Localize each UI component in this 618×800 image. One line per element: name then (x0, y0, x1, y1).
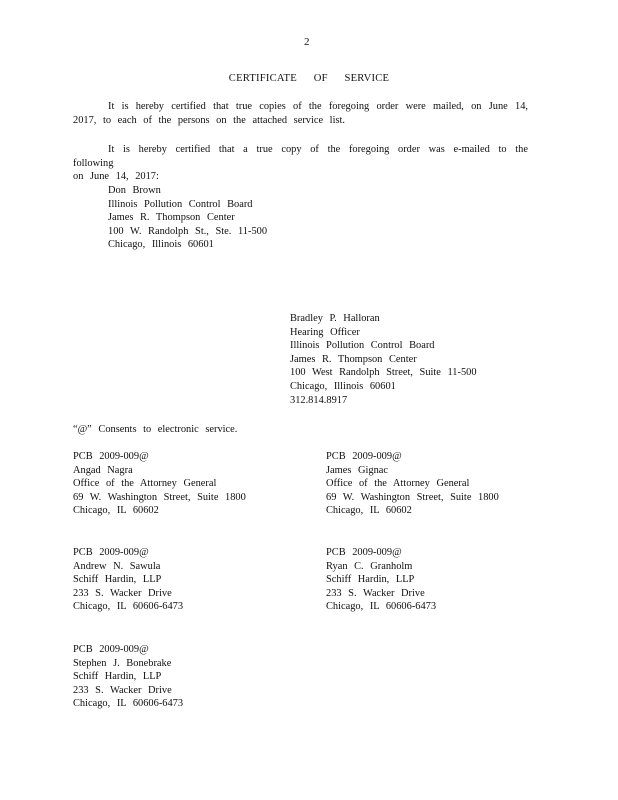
recipient-street: 233 S. Wacker Drive (73, 587, 172, 599)
address-line: 100 W. Randolph St., Ste. 11-500 (108, 225, 268, 237)
recipient-street: 233 S. Wacker Drive (326, 587, 425, 599)
service-list-entry (73, 546, 183, 614)
signature-line: James R. Thompson Center (290, 353, 417, 365)
recipient-name: Stephen J. Bonebrake (73, 657, 172, 669)
address-line: Don Brown (108, 185, 161, 196)
signature-line: Illinois Pollution Control Board (290, 340, 435, 352)
service-list-entry (326, 546, 436, 614)
electronic-service-consent-note: “@” Consents to electronic service. (73, 424, 238, 435)
recipient-street: 69 W. Washington Street, Suite 1800 (326, 491, 499, 503)
address-line: Illinois Pollution Control Board (108, 198, 253, 210)
recipient-city: Chicago, IL 60606-6473 (73, 601, 184, 613)
recipient-city: Chicago, IL 60602 (326, 505, 412, 517)
recipient-name: Angad Nagra (73, 464, 133, 476)
signature-line: 312.814.8917 (290, 394, 348, 406)
paragraph-line: It is hereby certified that true copies of the foregoing order were mailed, on June 14, (108, 101, 528, 112)
address-line: Chicago, Illinois 60601 (108, 239, 214, 251)
case-number: PCB 2009-009@ (73, 547, 149, 558)
document-title: CERTIFICATE OF SERVICE (228, 73, 390, 84)
recipient-organization: Office of the Attorney General (73, 478, 217, 490)
service-list-entry (73, 643, 183, 711)
hearing-officer-signature-block (290, 312, 477, 407)
service-list-entry (326, 450, 499, 518)
paragraph-line: on June 14, 2017: (73, 171, 159, 183)
recipient-organization: Schiff Hardin, LLP (326, 574, 415, 586)
signature-line: 100 West Randolph Street, Suite 11-500 (290, 367, 477, 379)
recipient-organization: Schiff Hardin, LLP (73, 671, 162, 683)
page-number: 2 (304, 36, 310, 48)
recipient-organization: Office of the Attorney General (326, 478, 470, 490)
recipient-name: Andrew N. Sawula (73, 560, 161, 572)
recipient-city: Chicago, IL 60602 (73, 505, 159, 517)
case-number: PCB 2009-009@ (326, 451, 402, 462)
recipient-city: Chicago, IL 60606-6473 (326, 601, 437, 613)
paragraph-line: 2017, to each of the persons on the attached service list. (73, 114, 345, 126)
signature-line: Chicago, Illinois 60601 (290, 380, 396, 392)
recipient-city: Chicago, IL 60606-6473 (73, 698, 184, 710)
signature-line: Bradley P. Halloran (290, 313, 380, 324)
recipient-organization: Schiff Hardin, LLP (73, 574, 162, 586)
service-list-entry (73, 450, 246, 518)
recipient-street: 233 S. Wacker Drive (73, 684, 172, 696)
case-number: PCB 2009-009@ (73, 451, 149, 462)
email-certification-paragraph (73, 143, 528, 184)
recipient-name: Ryan C. Granholm (326, 560, 413, 572)
address-line: James R. Thompson Center (108, 212, 235, 224)
paragraph-line: It is hereby certified that a true copy of the foregoing order was e-mailed to the following (73, 144, 528, 169)
case-number: PCB 2009-009@ (326, 547, 402, 558)
recipient-street: 69 W. Washington Street, Suite 1800 (73, 491, 246, 503)
signature-line: Hearing Officer (290, 326, 360, 338)
case-number: PCB 2009-009@ (73, 644, 149, 655)
mail-certification-paragraph (73, 100, 528, 127)
recipient-name: James Gignac (326, 464, 388, 476)
email-recipient-address (108, 184, 267, 252)
